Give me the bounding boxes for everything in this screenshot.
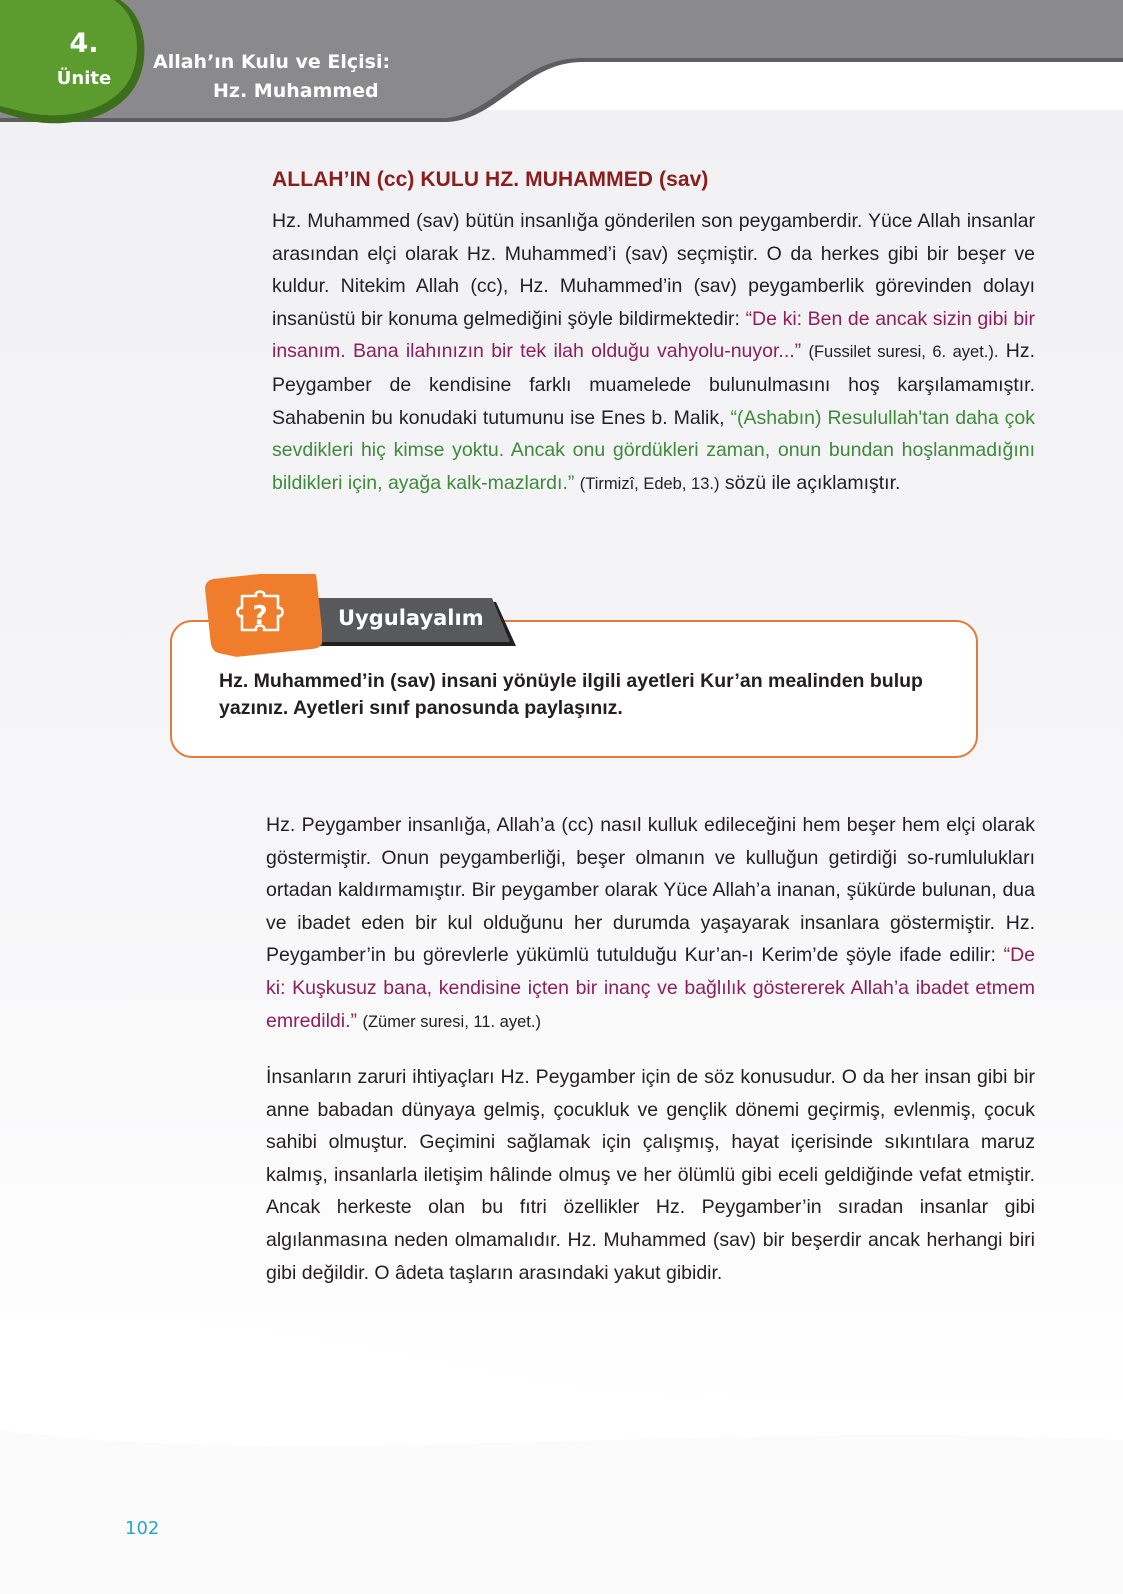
source-fussilet: (Fussilet suresi, 6. ayet.). bbox=[808, 343, 999, 362]
paragraph-2 bbox=[266, 809, 1035, 1038]
paragraph-1 bbox=[272, 205, 1035, 500]
paragraph-1-middle: Hz. Peygamber de kendisine farklı muamelede bulunulmasını hoş karşılamamıştır. Sahabenin bu konudaki tutumunu ise Enes b. Malik, bbox=[272, 340, 1036, 429]
activity-text: Hz. Muhammed’in (sav) insani yönüyle ilgili ayetleri Kur’an mealinden bulup yazınız. Ayetleri sınıf panosunda paylaşınız. bbox=[219, 670, 923, 719]
quote-enes: “(Ashabın) Resulullah'tan daha çok sevdikleri hiç kimse yoktu. Ancak onu gördükleri zaman, onun bundan hoşlanmadığını bildikleri için, ayağa kalk-mazlardı.” bbox=[272, 406, 1035, 494]
activity-title: Uygulayalım bbox=[338, 606, 484, 630]
paragraph-2-text: Hz. Peygamber insanlığa, Allah’a (cc) nasıl kulluk edileceğini hem beşer hem elçi olarak göstermiştir. Onun peygamberliği, beşer olmanın ve kulluğun getirdiği so-rumlulukları ortadan kaldırmamıştır. Bir peygamber olarak Yüce Allah’a inanan, şükürde bulunan, dua ve ibadet eden bir kul olduğunu her durumda yaşayarak insanlara göstermiştir. Hz. Peygamber’in bu görevlerle yükümlü tutulduğu Kur’an-ı Kerim’de şöyle ifade edilir: bbox=[266, 814, 1035, 967]
paragraph-3-text: İnsanların zaruri ihtiyaçları Hz. Peygamber için de söz konusudur. O da her insan gibi bir anne babadan dünyaya gelmiş, çocukluk ve gençlik dönemi geçirmiş, evlenmiş, çocuk sahibi olmuştur. Geçimini sağlamak için çalışmış, hayat içerisinde sıkıntılara maruz kalmış, insanlarla iletişim hâlinde olmuş ve her ölümlü gibi eceli geldiğinde vefat etmiştir. Ancak herkeste olan bu fıtri özellikler Hz. Peygamber’in sıradan insanlar gibi algılanmasına neden olmamalıdır. Hz. Muhammed (sav) bir beşerdir ancak herhangi biri gibi değildir. O âdeta taşların arasındaki yakut gibidir. bbox=[266, 1066, 1035, 1284]
section-heading: ALLAH’IN (cc) KULU HZ. MUHAMMED (sav) bbox=[272, 168, 709, 191]
chapter-title-line2: Hz. Muhammed bbox=[213, 80, 379, 102]
quote-fussilet: “De ki: Ben de ancak sizin gibi bir insanım. Bana ilahınızın bir tek ilah olduğu vahyolu-nuyor...” bbox=[272, 307, 1035, 363]
quote-zumer: “De ki: Kuşkusuz bana, kendisine içten bir inanç ve bağlılık göstererek Allah’a ibadet etmem emredildi.” bbox=[266, 944, 1035, 1032]
unit-number: 4. bbox=[69, 28, 99, 59]
chapter-title-line1: Allah’ın Kulu ve Elçisi: bbox=[153, 51, 391, 73]
svg-text:?: ? bbox=[252, 601, 268, 631]
page-number: 102 bbox=[125, 1518, 160, 1539]
source-zumer: (Zümer suresi, 11. ayet.) bbox=[362, 1012, 541, 1031]
source-tirmizi: (Tirmizî, Edeb, 13.) bbox=[579, 474, 720, 493]
paragraph-3 bbox=[266, 1061, 1035, 1289]
paragraph-1-ending: sözü ile açıklamıştır. bbox=[724, 471, 901, 494]
paragraph-1-intro: Hz. Muhammed (sav) bütün insanlığa gönderilen son peygamberdir. Yüce Allah insanlar arasından elçi olarak Hz. Muhammed’i (sav) seçmiştir. O da herkes gibi bir beşer ve kuldur. Nitekim Allah (cc), Hz. Muhammed’in (sav) peygamberlik görevinden dolayı insanüstü bir konuma gelmediğini şöyle bildirmektedir: bbox=[272, 210, 1035, 330]
unit-label: Ünite bbox=[56, 68, 112, 89]
puzzle-question-icon bbox=[202, 574, 322, 658]
